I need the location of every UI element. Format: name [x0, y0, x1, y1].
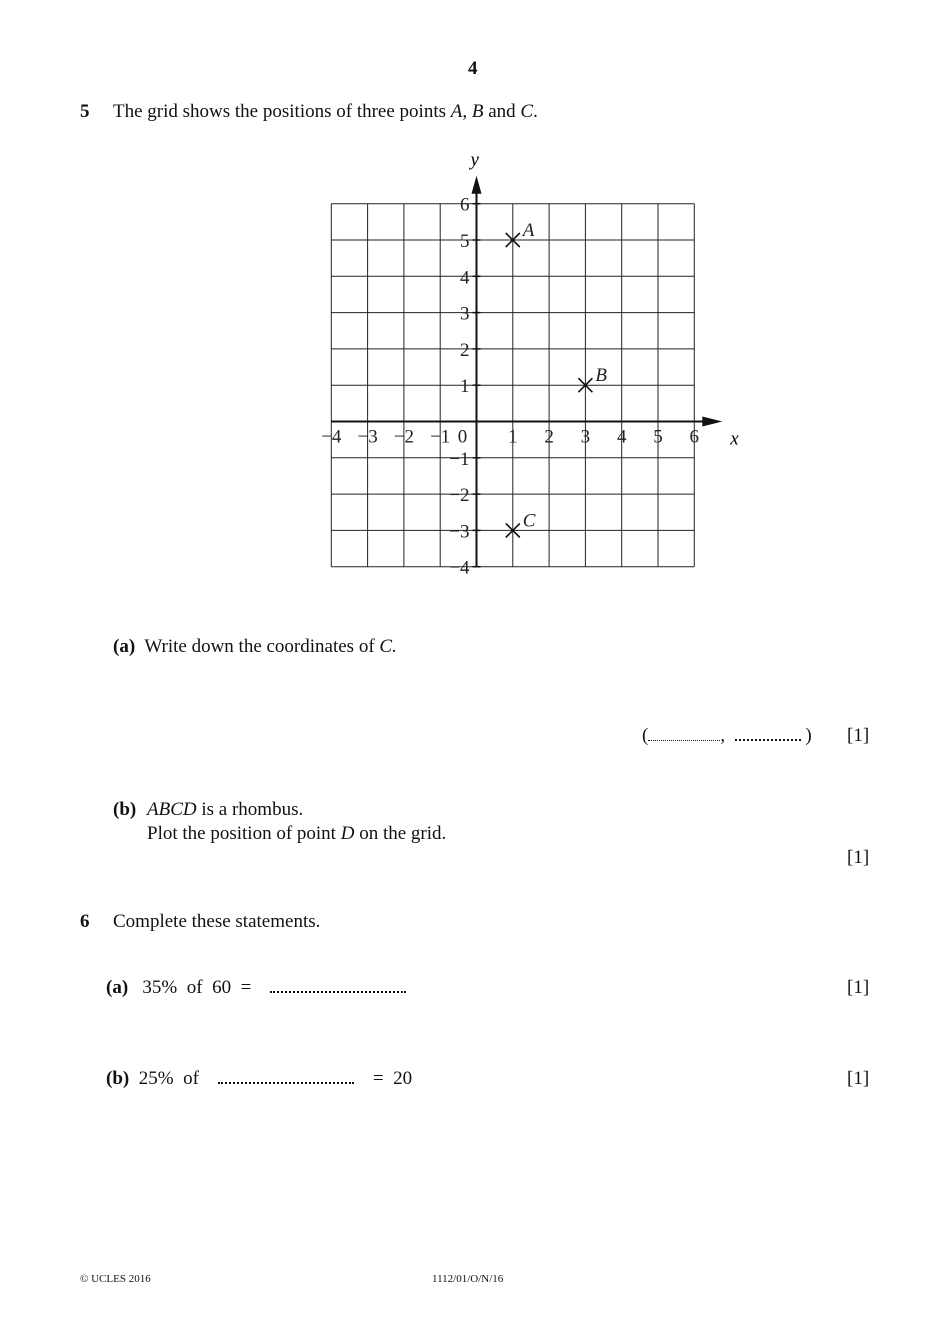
comma: , — [720, 725, 726, 746]
plotted-points — [506, 220, 608, 537]
q6-b-of: of — [183, 1068, 199, 1089]
point-d: D — [340, 823, 355, 844]
x-tick-label: 0 — [457, 426, 468, 448]
coordinate-answer — [642, 725, 812, 747]
question-6-number: 6 — [80, 911, 90, 932]
q6-a-value: 60 — [212, 977, 232, 998]
point-b-cross-icon — [578, 365, 607, 392]
x-tick-label: 3 — [580, 426, 591, 448]
x-tick-label: −3 — [357, 426, 378, 448]
y-axis-arrow-icon — [472, 176, 482, 194]
y-tick-label: −3 — [449, 521, 470, 543]
point-label: B — [595, 365, 608, 387]
y-axis-label: y — [470, 149, 479, 171]
part-b-line1 — [147, 799, 303, 821]
x-tick-label: 2 — [544, 426, 554, 448]
x-axis-label: x — [730, 428, 739, 450]
q6-b-value: 20 — [393, 1068, 413, 1089]
y-tick-label: −1 — [449, 448, 470, 470]
q6-b-marks: [1] — [847, 1068, 870, 1089]
stem-text: The grid shows the positions of three points — [113, 101, 446, 122]
question-6-stem: Complete these statements. — [113, 911, 321, 932]
q6-b-equals: = — [372, 1068, 384, 1089]
y-tick-label: 2 — [460, 339, 470, 361]
q6-a-of: of — [186, 977, 203, 998]
y-tick-label: 3 — [460, 303, 470, 325]
x-tick-label: −2 — [393, 426, 415, 448]
question-5-stem: The grid shows the positions of three points A, B and C. — [113, 101, 538, 122]
q6-a-answer-field[interactable] — [270, 991, 406, 993]
open-paren: ( — [642, 725, 649, 746]
part-a-text: Write down the coordinates of — [144, 636, 375, 657]
grid-lines — [331, 204, 694, 567]
coordinate-grid[interactable] — [300, 145, 760, 585]
part-a-label: (a) — [113, 636, 136, 657]
x-tick-label: 6 — [689, 426, 700, 448]
part-b-marks: [1] — [847, 847, 870, 868]
x-axis-arrow-icon — [702, 417, 722, 427]
tick-labels — [321, 195, 699, 579]
q6-b-percent: 25% — [138, 1068, 174, 1089]
point-a-cross-icon — [506, 220, 535, 247]
page-number: 4 — [468, 58, 478, 79]
part-b-label: (b) — [113, 799, 137, 820]
rhombus-name: ABCD — [147, 799, 197, 820]
point-label: C — [522, 510, 536, 532]
q6-a-marks: [1] — [847, 977, 870, 998]
part-b-line2-suffix: on the grid. — [359, 823, 447, 844]
q6-a-label: (a) — [106, 977, 129, 998]
x-tick-label: −4 — [321, 426, 342, 448]
x-tick-label: 4 — [616, 426, 627, 448]
q6-b-label: (b) — [106, 1068, 130, 1089]
x-tick-label: 1 — [508, 426, 518, 448]
part-b-line2 — [147, 823, 446, 845]
point-label: A — [522, 220, 535, 241]
stem-point-a: A — [450, 101, 463, 122]
part-a-marks: [1] — [847, 725, 870, 746]
axes — [331, 150, 739, 567]
q5-part-a — [113, 636, 397, 658]
stem-and: and — [488, 101, 516, 122]
point-c-cross-icon — [506, 510, 536, 537]
y-tick-label: 1 — [460, 376, 470, 398]
question-5-number: 5 — [80, 101, 90, 122]
q6-part-b — [106, 1068, 412, 1090]
stem-point-b: B — [471, 101, 484, 122]
y-tick-label: 5 — [460, 231, 470, 252]
x-answer-field[interactable] — [648, 740, 720, 741]
q6-a-equals: = — [240, 977, 252, 998]
close-paren: ) — [805, 725, 812, 746]
y-tick-label: −4 — [449, 557, 470, 579]
part-a-point: C. — [379, 636, 397, 657]
y-tick-label: 4 — [460, 267, 470, 289]
y-tick-label: 6 — [460, 194, 470, 216]
q6-part-a — [106, 977, 406, 999]
q6-a-percent: 35% — [142, 977, 178, 998]
x-tick-label: 5 — [653, 426, 663, 448]
part-b-line1-text: is a rhombus. — [201, 799, 304, 820]
stem-point-c: C — [520, 101, 534, 122]
y-answer-field[interactable] — [735, 739, 801, 741]
x-tick-label: −1 — [430, 426, 451, 448]
footer-code: 1112/01/O/N/16 — [432, 1273, 504, 1285]
footer-copyright: © UCLES 2016 — [80, 1273, 151, 1285]
part-b-line2-prefix: Plot the position of point — [147, 823, 336, 844]
q6-b-answer-field[interactable] — [218, 1082, 354, 1084]
y-tick-label: −2 — [449, 485, 470, 507]
